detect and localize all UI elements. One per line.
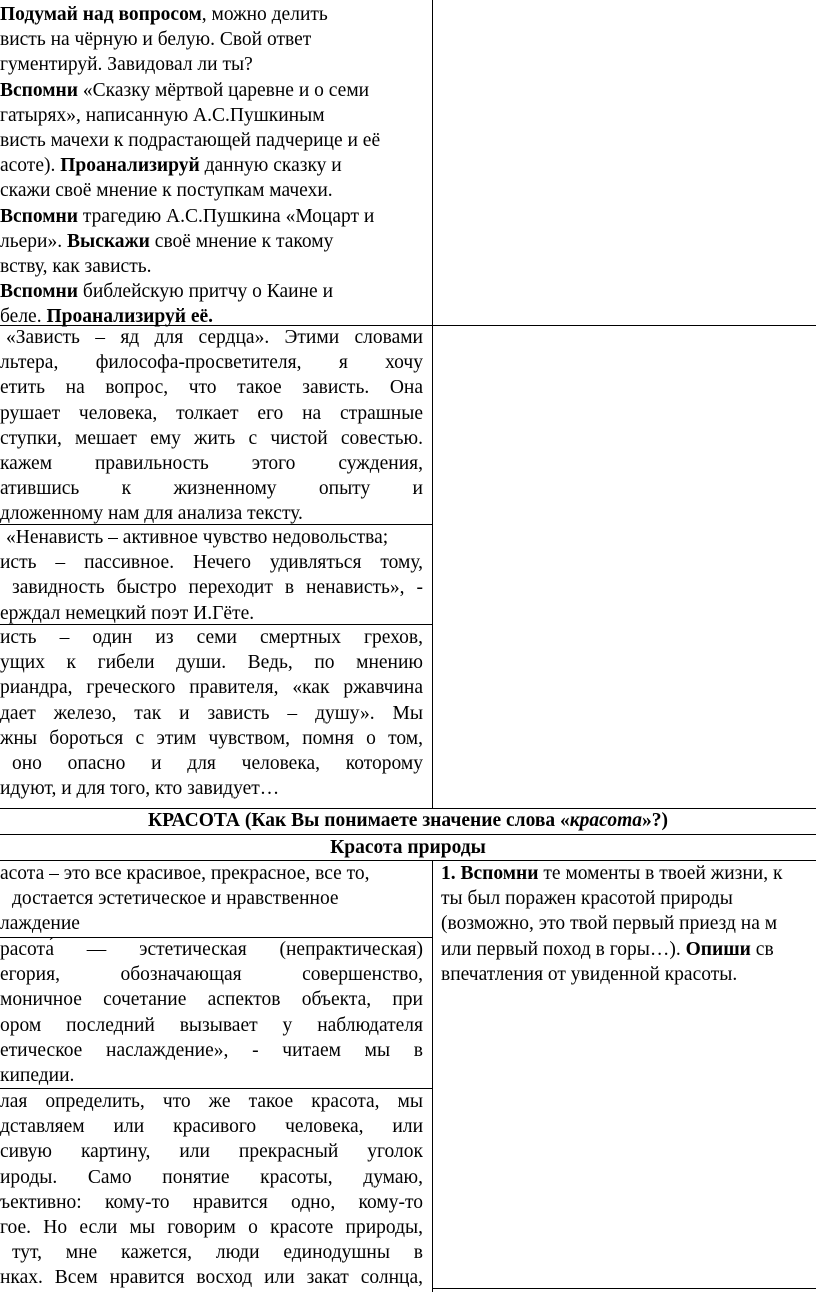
task-text: или первый поход в горы…). xyxy=(441,938,686,960)
paragraph-line: етить на вопрос, что такое зависть. Она xyxy=(0,377,423,399)
beauty-wiki-paragraph xyxy=(0,937,423,1088)
task-bold: Проанализируй её. xyxy=(46,306,214,328)
task-text: беле. xyxy=(0,306,47,328)
task-text: св xyxy=(750,938,774,960)
task-line xyxy=(0,78,430,103)
paragraph-line: идуют, и для того, кто завидует… xyxy=(0,778,280,800)
paragraph-line: ущих к гибели души. Ведь, по мнению xyxy=(0,652,423,674)
paragraph-line: льтера, философа-просветителя, я хочу xyxy=(0,352,423,374)
column-divider-upper xyxy=(432,0,433,808)
task-text: асоте). xyxy=(0,155,61,177)
task-line xyxy=(0,204,430,229)
paragraph-line: «Ненависть – активное чувство недовольства; xyxy=(6,527,389,548)
paragraph-line: достается эстетическое и нравственное xyxy=(12,888,339,910)
task-text: «Сказку мёртвой царевне и о семи xyxy=(78,79,370,101)
paragraph-line: ступки, мешает ему жить с чистой совестью. xyxy=(0,427,423,449)
task-line xyxy=(0,2,430,27)
task-bold: Проанализируй xyxy=(60,155,200,177)
subsection-title: Красота природы xyxy=(330,837,486,858)
task-text: те моменты в твоей жизни, к xyxy=(538,863,783,884)
paragraph-line: моничное сочетание аспектов объекта, при xyxy=(0,989,423,1011)
task-bold: Вспомни xyxy=(0,205,79,227)
paragraph-line: исть – один из семи смертных грехов, xyxy=(0,627,423,648)
paragraph-line: завидность быстро переходит в ненависть», - xyxy=(12,577,423,599)
task-line: впечатления от увиденной красоты. xyxy=(441,963,738,985)
paragraph-line: етическое наслаждение», - читаем мы в xyxy=(0,1039,423,1061)
paragraph-line: «Зависть – яд для сердца». Этими словами xyxy=(6,327,423,348)
task-line: гументируй. Завидовал ли ты? xyxy=(0,54,253,76)
paragraph-line: нках. Всем нравится восход или закат солнца, xyxy=(0,1267,423,1289)
task-bold: Подумай над вопросом xyxy=(0,4,202,25)
task-text: трагедию А.С.Пушкина «Моцарт и xyxy=(78,205,375,227)
paragraph-line: расота́ — эстетическая (непрактическая) xyxy=(0,939,423,960)
paragraph-line: ироды. Само понятие красоты, думаю, xyxy=(0,1166,423,1188)
task-text: , можно делить xyxy=(201,4,328,25)
paragraph-line: ъективно: кому-то нравится одно, кому-то xyxy=(0,1191,423,1213)
paragraph-line: гое. Но если мы говорим о красоте природы, xyxy=(0,1217,423,1239)
column-divider-lower xyxy=(432,860,433,1292)
paragraph-line: кипедии. xyxy=(0,1065,75,1087)
section-title xyxy=(0,808,816,834)
section-title-text: »?) xyxy=(642,810,669,831)
voltaire-paragraph xyxy=(0,325,423,527)
task-line xyxy=(0,153,430,178)
task-line: (возможно, это твой первый приезд на м xyxy=(441,913,778,935)
paragraph-line: дает железо, так и зависть – душу». Мы xyxy=(0,702,423,724)
paragraph-line: кажем правильность этого суждения, xyxy=(0,453,423,475)
task-line xyxy=(441,937,816,962)
task-text: своё мнение к такому xyxy=(149,230,334,252)
paragraph-line: атившись к жизненному опыту и xyxy=(0,478,423,500)
task-bold: Вспомни xyxy=(0,79,79,101)
task-line xyxy=(441,861,816,886)
beauty-essay-paragraph xyxy=(0,1089,423,1291)
task-line: вству, как зависть. xyxy=(0,256,152,278)
task-line: висть на чёрную и белую. Свой ответ xyxy=(0,29,312,51)
task-line xyxy=(0,229,430,254)
beauty-definition xyxy=(0,861,430,937)
task-bold: Опиши xyxy=(685,938,751,960)
periander-paragraph xyxy=(0,625,423,801)
paragraph-line: оно опасно и для человека, которому xyxy=(12,753,423,775)
task-line xyxy=(0,279,430,304)
task-text: библейскую притчу о Каине и xyxy=(78,281,334,303)
task-line: ты был поражен красотой природы xyxy=(441,888,733,910)
task-text: данную сказку и xyxy=(199,155,342,177)
section-title-text: КРАСОТА (Как Вы понимаете значение слова « xyxy=(147,810,570,831)
page-bottom-line xyxy=(432,1288,816,1289)
paragraph-line: лаждение xyxy=(0,913,80,935)
task-text: льери». xyxy=(0,230,67,252)
paragraph-line: дложенному нам для анализа тексту. xyxy=(0,503,303,525)
paragraph-line: исть – пассивное. Нечего удивляться тому, xyxy=(0,552,423,574)
section-title-word: красота xyxy=(569,810,643,831)
task-bold: 1. Вспомни xyxy=(441,863,539,884)
task-line: гатырях», написанную А.С.Пушкиным xyxy=(0,104,325,126)
task-line: скажи своё мнение к поступкам мачехи. xyxy=(0,180,333,202)
task-line: висть мачехи к подрастающей падчерице и её xyxy=(0,130,381,152)
goethe-paragraph xyxy=(0,525,423,626)
task-bold: Вспомни xyxy=(0,281,79,303)
task-bold: Выскажи xyxy=(66,230,150,252)
paragraph-line: тут, мне кажется, люди единодушны в xyxy=(12,1242,423,1264)
paragraph-line: сивую картину, или прекрасный уголок xyxy=(0,1141,423,1163)
paragraph-line: егория, обозначающая совершенство, xyxy=(0,964,423,986)
envy-tasks-cell xyxy=(0,2,430,330)
paragraph-line: жны бороться с этим чувством, помня о том, xyxy=(0,727,423,749)
paragraph-line: ором последний вызывает у наблюдателя xyxy=(0,1014,423,1036)
paragraph-line: лая определить, что же такое красота, мы xyxy=(0,1091,423,1112)
paragraph-line: дставляем или красивого человека, или xyxy=(0,1116,423,1138)
paragraph-line: рушает человека, толкает его на страшные xyxy=(0,402,423,424)
paragraph-line: ерждал немецкий поэт И.Гёте. xyxy=(0,602,255,624)
paragraph-line: риандра, греческого правителя, «как ржавчина xyxy=(0,677,423,699)
nature-task-cell xyxy=(441,861,816,987)
paragraph-line: асота – это все красивое, прекрасное, все то, xyxy=(0,863,370,884)
